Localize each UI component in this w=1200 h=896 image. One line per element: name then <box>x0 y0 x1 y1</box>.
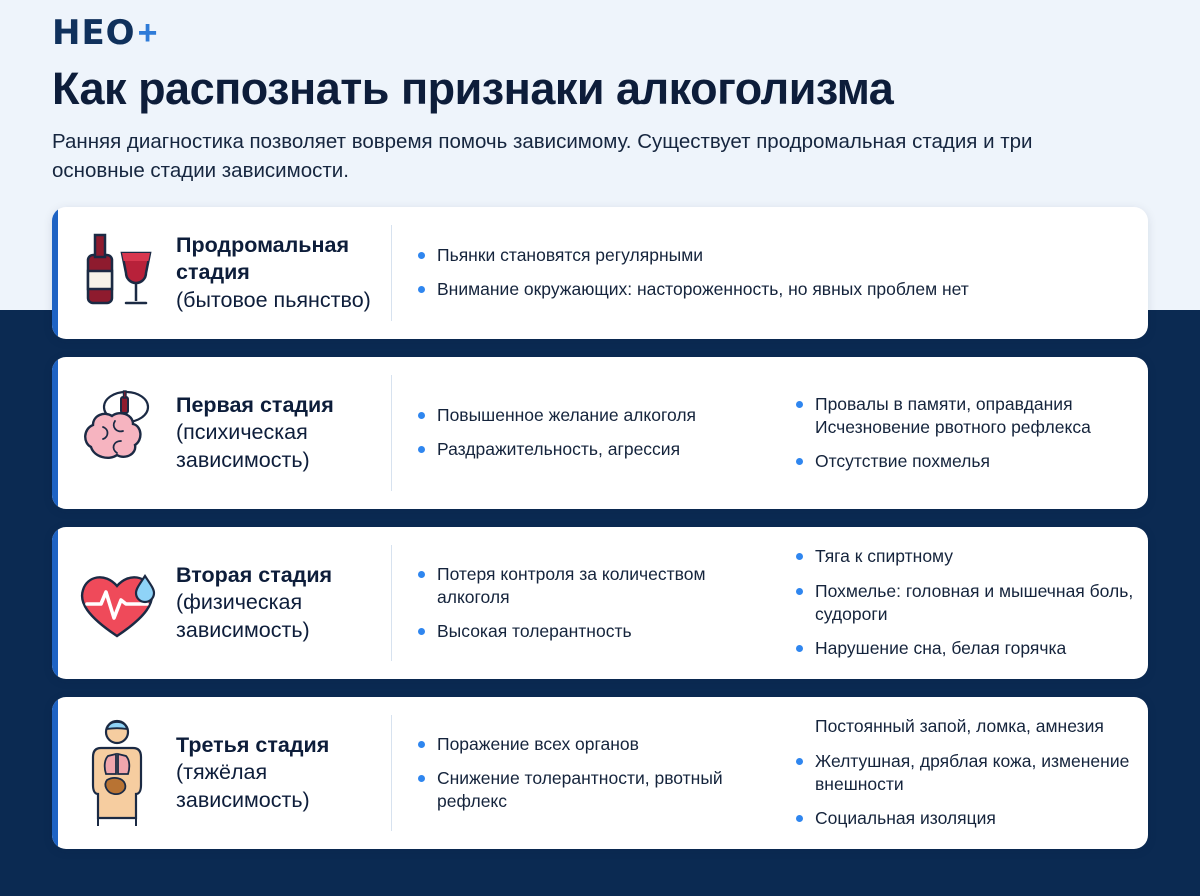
page-title: Как распознать признаки алкоголизма <box>52 63 894 114</box>
stage-card <box>52 357 1148 509</box>
list-item: Повышенное желание алкоголя <box>418 404 696 427</box>
list-item: Тяга к спиртному <box>796 545 1134 568</box>
stage-card-list <box>52 207 1148 849</box>
list-item: Социальная изоляция <box>796 807 1134 830</box>
stage-title <box>176 527 391 679</box>
heart-pulse-icon <box>58 527 176 679</box>
list-item: Внимание окружающих: настороженность, но явных проблем нет <box>418 278 969 301</box>
list-item: Потеря контроля за количеством алкоголя <box>418 563 756 610</box>
brand-name: HEO <box>52 13 136 53</box>
stage-bullets-column <box>770 527 1148 679</box>
stage-bullets-column <box>392 527 770 679</box>
stage-bullets-column <box>392 697 770 849</box>
stage-name: Третья стадия <box>176 732 330 757</box>
stage-card <box>52 697 1148 849</box>
stage-bullets-column <box>770 357 1148 509</box>
list-item: Поражение всех органов <box>418 733 756 756</box>
list-item: Похмелье: головная и мышечная боль, судороги <box>796 580 1134 627</box>
wine-bottle-and-glass-icon <box>58 207 176 339</box>
stage-qualifier: (тяжёлая зависимость) <box>176 760 310 812</box>
brand-logo <box>52 0 1148 53</box>
stage-title <box>176 207 391 339</box>
list-item: Отсутствие похмелья <box>796 450 1134 473</box>
stage-name: Вторая стадия <box>176 562 333 587</box>
page-subtitle: Ранняя диагностика позволяет вовремя помочь зависимому. Существует продромальная стадия и три основные стадии зависимости. <box>52 130 1033 182</box>
list-item: Высокая толерантность <box>418 620 756 643</box>
list-item: Провалы в памяти, оправдания Исчезновение рвотного рефлекса <box>796 393 1134 440</box>
stage-card <box>52 207 1148 339</box>
list-item: Нарушение сна, белая горячка <box>796 637 1134 660</box>
list-item: Раздражительность, агрессия <box>418 438 696 461</box>
stage-bullets-column <box>392 207 1148 339</box>
stage-name: Продромальная стадия <box>176 232 350 285</box>
stage-bullets-column <box>770 697 1148 849</box>
stage-card <box>52 527 1148 679</box>
brain-icon <box>58 357 176 509</box>
brand-plus: + <box>137 13 158 52</box>
list-item: Пьянки становятся регулярными <box>418 244 969 267</box>
stage-qualifier: (психическая зависимость) <box>176 420 310 472</box>
stage-name: Первая стадия <box>176 392 334 417</box>
stage-qualifier: (физическая зависимость) <box>176 590 310 642</box>
stage-title <box>176 697 391 849</box>
list-item: Желтушная, дряблая кожа, изменение внешности <box>796 750 1134 797</box>
list-item: Постоянный запой, ломка, амнезия <box>815 716 1104 737</box>
stage-qualifier: (бытовое пьянство) <box>176 287 371 312</box>
list-item: Снижение толерантности, рвотный рефлекс <box>418 767 756 814</box>
human-body-organs-icon <box>58 697 176 849</box>
stage-title <box>176 357 391 509</box>
stage-bullets-column <box>392 357 770 509</box>
